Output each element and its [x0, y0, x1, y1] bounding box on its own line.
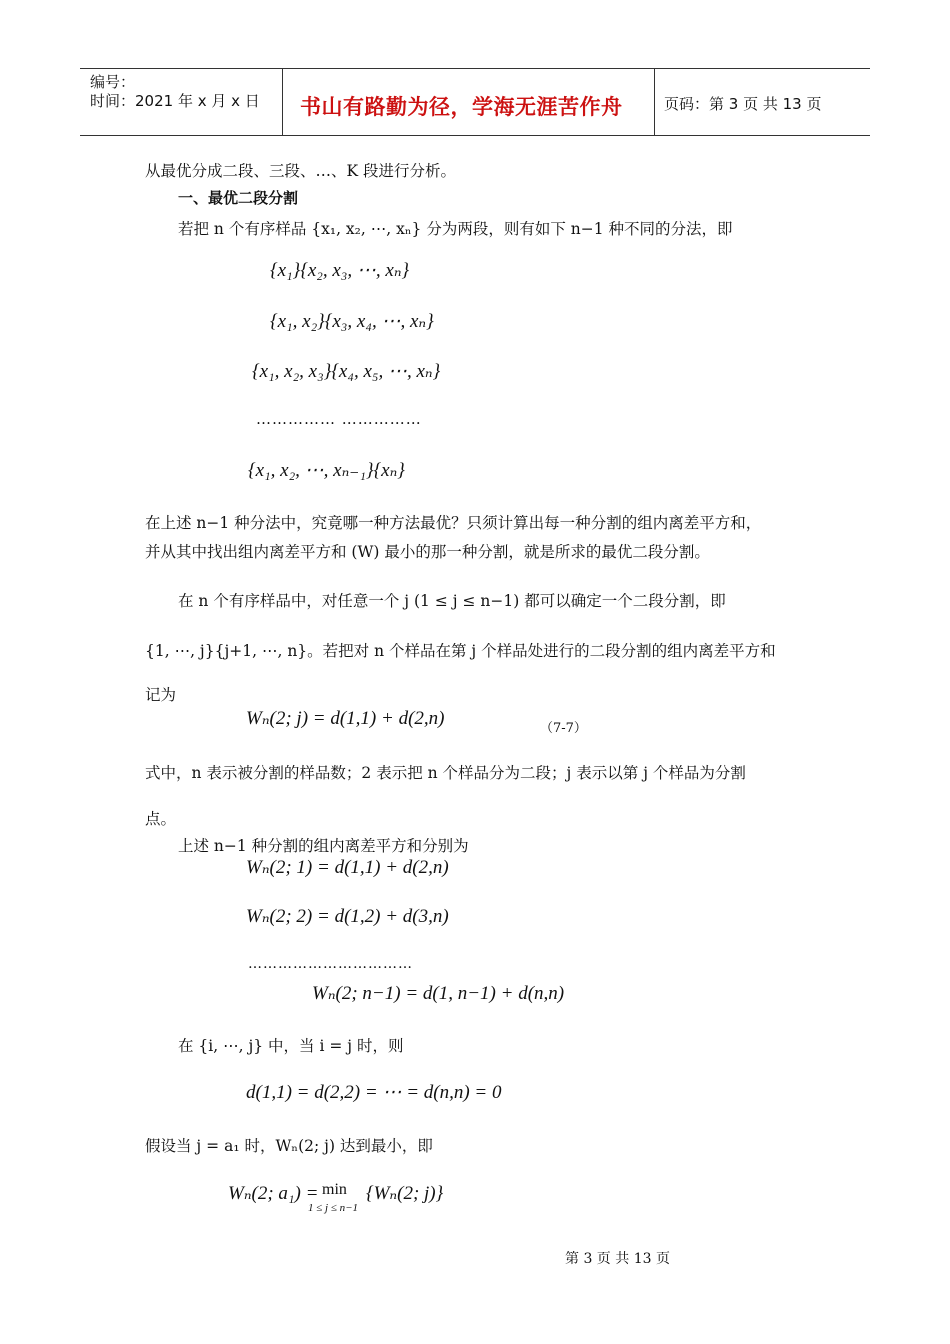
w-equation-last: Wₙ(2; n−1) = d(1, n−1) + d(n,n) [312, 983, 565, 1004]
split-2: {x₁, x₂}{x₃, x₄, ⋯, xₙ} [270, 311, 434, 332]
split-1: {x₁}{x₂, x₃, ⋯, xₙ} [270, 260, 410, 281]
paragraph-4-line-1: 式中，n 表示被分割的样品数；2 表示把 n 个样品分为二段；j 表示以第 j 个样品为分割 [145, 764, 746, 782]
section-title: 一、最优二段分割 [178, 189, 299, 207]
split-3: {x₁, x₂, x₃}{x₄, x₅, ⋯, xₙ} [252, 361, 441, 382]
equation-min-operator: min [322, 1181, 347, 1198]
equation-min-left: Wₙ(2; a₁) = [228, 1183, 319, 1204]
header-top-rule [80, 68, 870, 69]
paragraph-2-line-2: 并从其中找出组内离差平方和 (W) 最小的那一种分割，就是所求的最优二段分割。 [145, 543, 710, 561]
w-equation-2: Wₙ(2; 2) = d(1,2) + d(3,n) [246, 906, 449, 927]
paragraph-5: 上述 n−1 种分割的组内离差平方和分别为 [178, 837, 469, 855]
page-footer: 第 3 页 共 13 页 [565, 1251, 670, 1267]
header-divider-right [654, 68, 655, 136]
paragraph-6: 在 {i, ⋯, j} 中，当 i = j 时，则 [178, 1037, 404, 1055]
split-last: {x₁, x₂, ⋯, xₙ₋₁}{xₙ} [248, 460, 405, 481]
header-motto: 书山有路勤为径，学海无涯苦作舟 [300, 95, 623, 119]
equation-tag-7-7: （7-7） [540, 721, 587, 736]
equation-7-7: Wₙ(2; j) = d(1,1) + d(2,n) [246, 708, 445, 729]
header-bottom-rule [80, 135, 870, 136]
w-equation-ellipsis: …………………………… [248, 956, 413, 972]
header-divider-left [282, 68, 283, 136]
paragraph-1: 若把 n 个有序样品 {x₁, x₂, ⋯, xₙ} 分为两段，则有如下 n−1 种不同的分法，即 [178, 220, 733, 238]
equation-min-subscript: 1 ≤ j ≤ n−1 [308, 1202, 359, 1214]
paragraph-4-line-2: 点。 [145, 810, 177, 828]
intro-line: 从最优分成二段、三段、…、K 段进行分析。 [145, 162, 457, 180]
w-equation-1: Wₙ(2; 1) = d(1,1) + d(2,n) [246, 857, 449, 878]
paragraph-3-line-3: 记为 [145, 686, 177, 704]
paragraph-3-line-1: 在 n 个有序样品中，对任意一个 j (1 ≤ j ≤ n−1) 都可以确定一个二段分割，即 [178, 592, 726, 610]
split-ellipsis: …………… …………… [256, 410, 422, 428]
serial-label: 编号： [90, 73, 136, 91]
paragraph-2-line-1: 在上述 n−1 种分法中，究竟哪一种方法最优？只须计算出每一种分割的组内离差平方和， [145, 514, 762, 532]
paragraph-7: 假设当 j = a₁ 时，Wₙ(2; j) 达到最小，即 [145, 1137, 433, 1155]
equation-d: d(1,1) = d(2,2) = ⋯ = d(n,n) = 0 [246, 1082, 502, 1103]
equation-min-right: {Wₙ(2; j)} [366, 1183, 444, 1204]
paragraph-3-line-2: {1, ⋯, j}{j+1, ⋯, n}。若把对 n 个样品在第 j 个样品处进行的二段分割的组内离差平方和 [145, 642, 776, 660]
date-line: 时间：2021 年 x 月 x 日 [90, 92, 260, 110]
page-info: 页码：第 3 页 共 13 页 [664, 95, 822, 113]
